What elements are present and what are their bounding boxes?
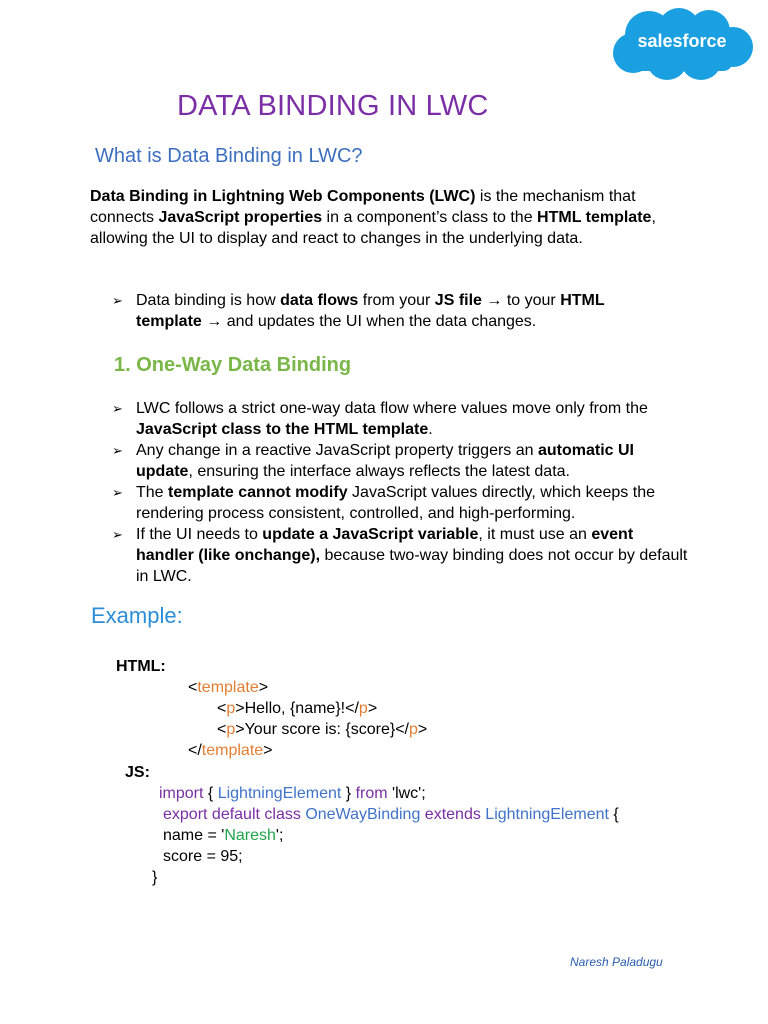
- code-token: export default class: [163, 806, 301, 823]
- html-code-label: HTML:: [116, 658, 166, 675]
- bullet-bold: update a JavaScript variable: [262, 526, 479, 543]
- intro-text-1: is the mechanism that connects: [90, 188, 636, 226]
- code-line: <p>Hello, {name}!</p>: [217, 700, 378, 717]
- salesforce-logo: [609, 7, 755, 81]
- arrow-bullet-icon: ➢: [112, 401, 123, 416]
- list-item: [112, 398, 692, 440]
- list-item: [112, 440, 692, 482]
- code-token: p: [409, 721, 418, 738]
- example-heading: Example:: [91, 603, 183, 628]
- bullet-text: .: [428, 421, 433, 438]
- bullet-bold: data flows: [280, 292, 359, 309]
- section-subtitle: What is Data Binding in LWC?: [95, 145, 363, 167]
- intro-bold-2: JavaScript properties: [158, 209, 323, 226]
- bullet-text: JavaScript values directly, which keeps the rendering process consistent, controlled, and high-performing.: [136, 484, 655, 522]
- bullet-text: LWC follows a strict one-way data flow where values move only from the: [136, 400, 648, 417]
- list-item: [112, 290, 672, 332]
- bullet-text: The: [136, 484, 169, 501]
- cloud-logo-icon: [609, 7, 755, 81]
- code-line: <p>Your score is: {score}</p>: [217, 721, 428, 738]
- bullet-text: , it must use an: [478, 526, 592, 543]
- code-token: LightningElement: [485, 806, 609, 823]
- bullet-bold: template cannot modify: [168, 484, 348, 501]
- bullet-bold: JavaScript class to the HTML template: [136, 421, 429, 438]
- arrow-bullet-icon: ➢: [112, 485, 123, 500]
- code-line: </template>: [188, 742, 273, 759]
- logo-text: salesforce: [637, 31, 727, 51]
- bullet-text: → and updates the UI when the data changes.: [201, 313, 537, 330]
- code-line: [163, 804, 619, 825]
- bullet-list-intro: [112, 290, 672, 332]
- intro-text-3: , allowing the UI to display and react to changes in the underlying data.: [90, 209, 656, 247]
- bullet-text: because two-way binding does not occur by default in LWC.: [136, 547, 688, 585]
- code-token: template: [197, 679, 259, 696]
- code-token: import: [159, 785, 204, 802]
- bullet-text: Any change in a reactive JavaScript property triggers an: [136, 442, 538, 459]
- code-token: LightningElement: [217, 785, 342, 802]
- arrow-bullet-icon: ➢: [112, 527, 123, 542]
- bullet-text: → to your: [481, 292, 561, 309]
- code-token: OneWayBinding: [305, 806, 421, 823]
- code-line: import { LightningElement } from 'lwc';: [159, 785, 426, 802]
- code-token: Naresh: [224, 827, 276, 844]
- code-token: {: [613, 806, 619, 823]
- bullet-list-one-way: [112, 398, 692, 587]
- bullet-text: If the UI needs to: [136, 526, 263, 543]
- code-token: p: [226, 721, 236, 738]
- code-line: score = 95;: [163, 848, 243, 865]
- code-token: p: [358, 700, 368, 717]
- bullet-text: Data binding is how: [136, 292, 281, 309]
- intro-bold-1: Data Binding in Lightning Web Components (LWC): [90, 188, 476, 205]
- arrow-bullet-icon: ➢: [112, 443, 123, 458]
- author-name: Naresh Paladugu: [570, 955, 663, 969]
- bullet-text: , ensuring the interface always reflects the latest data.: [188, 463, 570, 480]
- code-token: ';: [275, 827, 284, 844]
- bullet-text: from your: [358, 292, 435, 309]
- bullet-bold: event handler (like onchange),: [136, 526, 634, 564]
- code-token: 'lwc';: [392, 785, 426, 802]
- code-token: template: [201, 742, 264, 759]
- code-token: extends: [424, 806, 481, 823]
- code-token: name = ': [163, 827, 225, 844]
- code-token: p: [226, 700, 236, 717]
- code-line: <template>: [188, 679, 269, 696]
- code-line: }: [152, 869, 158, 886]
- intro-paragraph: [90, 186, 680, 249]
- list-item: [112, 524, 692, 587]
- code-token: Your score is: {score}: [244, 721, 396, 738]
- js-code-label: JS:: [125, 764, 150, 781]
- intro-bold-3: HTML template: [537, 209, 652, 226]
- section-heading: 1. One-Way Data Binding: [114, 354, 352, 376]
- code-line: [163, 825, 283, 846]
- code-token: from: [355, 785, 388, 802]
- code-token: Hello, {name}!: [244, 700, 346, 717]
- bullet-bold: JS file: [434, 292, 482, 309]
- page-title: DATA BINDING IN LWC: [177, 90, 489, 122]
- bullet-bold: HTML template: [136, 292, 605, 330]
- arrow-bullet-icon: ➢: [112, 293, 123, 308]
- list-item: [112, 482, 692, 524]
- bullet-bold: automatic UI update: [136, 442, 634, 480]
- intro-text-2: in a component’s class to the: [322, 209, 538, 226]
